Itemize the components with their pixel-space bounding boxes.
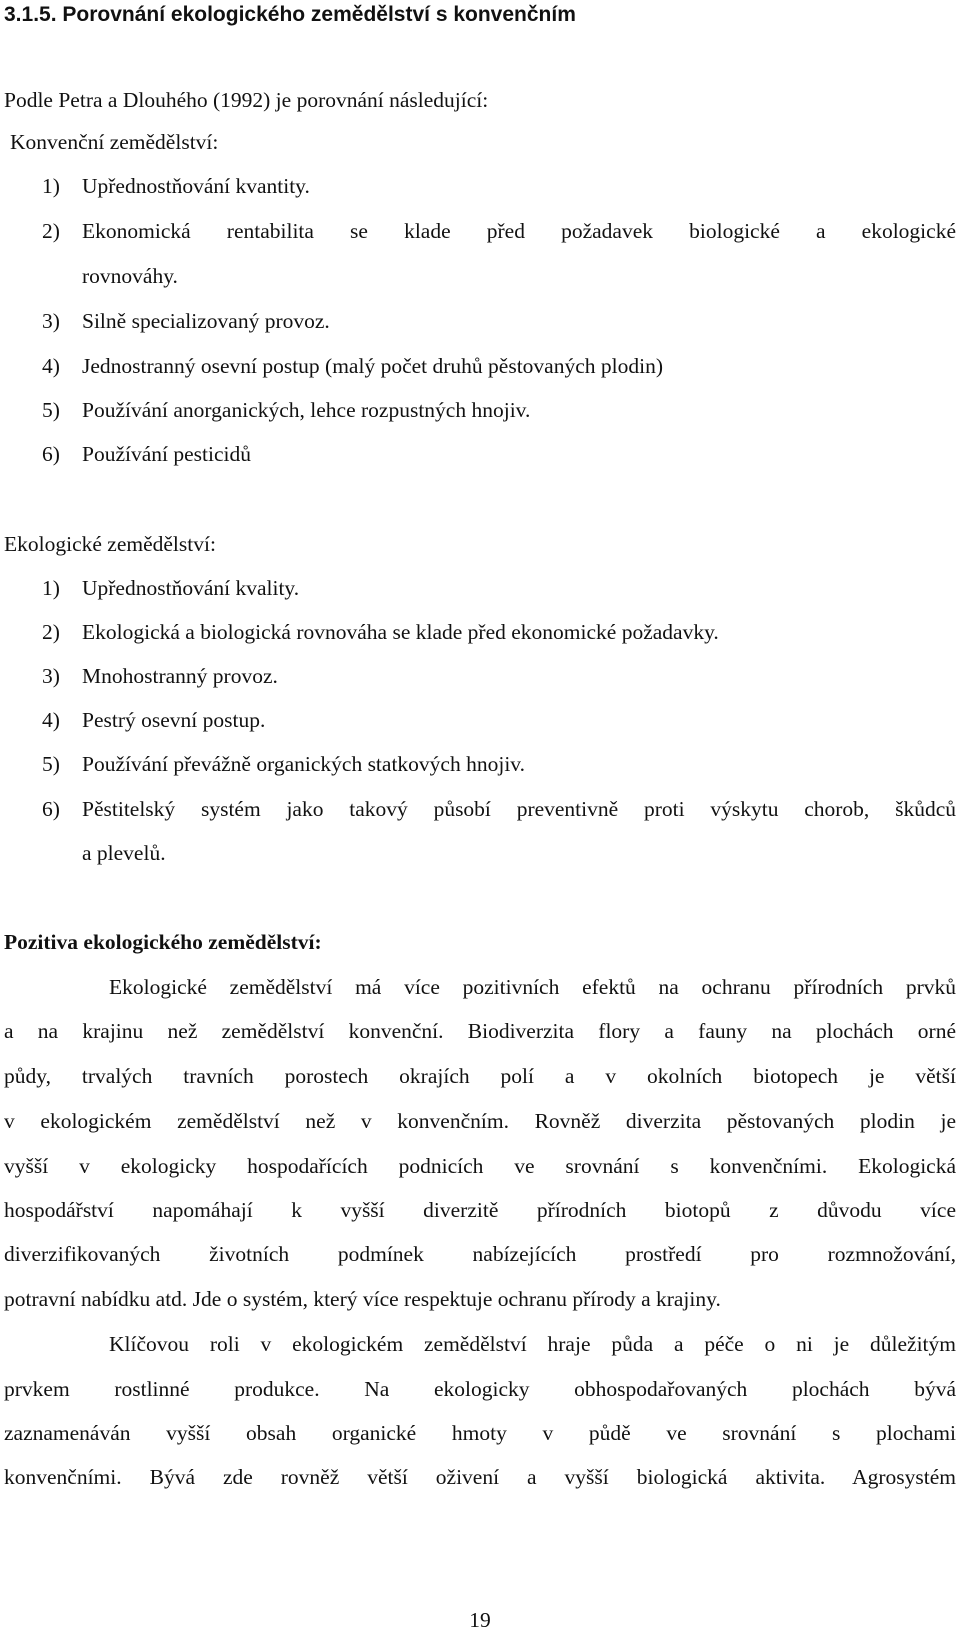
- list-number: 3): [42, 664, 60, 688]
- list-number: 2): [42, 620, 60, 644]
- list-number: 4): [42, 708, 60, 732]
- list-number: 1): [42, 174, 60, 198]
- conventional-item-1: [42, 176, 310, 198]
- ecological-item-2: [42, 622, 719, 644]
- list-text: Upřednostňování kvality.: [82, 576, 300, 600]
- positives-title: Pozitiva ekologického zemědělství:: [4, 930, 322, 954]
- list-number: 5): [42, 398, 60, 422]
- paragraph-line: hospodářství napomáhají k vyšší diverzitě přírodních biotopů z důvodu více: [4, 1198, 956, 1222]
- paragraph-line: vyšší v ekologicky hospodařících podnicích ve srovnání s konvenčními. Ekologická: [4, 1154, 956, 1178]
- list-text: Pestrý osevní postup.: [82, 708, 266, 732]
- list-number: 2): [42, 219, 60, 243]
- paragraph-line: Klíčovou roli v ekologickém zemědělství hraje půda a péče o ni je důležitým: [109, 1332, 956, 1356]
- list-number: 6): [42, 442, 60, 466]
- conventional-item-2-continuation: rovnováhy.: [82, 264, 178, 288]
- paragraph-line: zaznamenáván vyšší obsah organické hmoty v půdě ve srovnání s plochami: [4, 1421, 956, 1445]
- ecological-item-3: [42, 666, 278, 688]
- paragraph-line: v ekologickém zemědělství než v konvenčním. Rovněž diverzita pěstovaných plodin je: [4, 1109, 956, 1133]
- paragraph-line: půdy, trvalých travních porostech okrajích polí a v okolních biotopech je větší: [4, 1064, 956, 1088]
- list-text: Používání převážně organických statkových hnojiv.: [82, 752, 526, 776]
- page-number: 19: [469, 1608, 491, 1632]
- conventional-item-5: [42, 400, 530, 422]
- paragraph-line: Ekologické zemědělství má více pozitivních efektů na ochranu přírodních prvků: [109, 975, 956, 999]
- ecological-item-6-continuation: a plevelů.: [82, 841, 166, 865]
- list-text: Ekologická a biologická rovnováha se klade před ekonomické požadavky.: [82, 620, 719, 644]
- ecological-item-1: [42, 578, 299, 600]
- ecological-title: Ekologické zemědělství:: [4, 532, 216, 556]
- paragraph-line: a na krajinu než zemědělství konvenční. Biodiverzita flory a fauny na plochách orné: [4, 1019, 956, 1043]
- ecological-item-5: [42, 754, 525, 776]
- list-text: Jednostranný osevní postup (malý počet druhů pěstovaných plodin): [82, 354, 663, 378]
- list-text: Používání anorganických, lehce rozpustných hnojiv.: [82, 398, 531, 422]
- list-number: 6): [42, 797, 60, 821]
- list-number: 5): [42, 752, 60, 776]
- paragraph-line: diverzifikovaných životních podmínek nabízejících prostředí pro rozmnožování,: [4, 1242, 956, 1266]
- list-number: 4): [42, 354, 60, 378]
- list-number: 1): [42, 576, 60, 600]
- paragraph-line: potravní nabídku atd. Jde o systém, který více respektuje ochranu přírody a krajiny.: [4, 1287, 721, 1311]
- intro-text: Podle Petra a Dlouhého (1992) je porovnání následující:: [4, 88, 489, 112]
- list-text: Ekonomická rentabilita se klade před požadavek biologické a ekologické: [82, 219, 956, 243]
- list-text: Pěstitelský systém jako takový působí preventivně proti výskytu chorob, škůdců: [82, 797, 956, 821]
- ecological-item-4: [42, 710, 265, 732]
- conventional-item-3: [42, 311, 330, 333]
- ecological-item-6: [42, 799, 956, 821]
- conventional-item-6: [42, 444, 251, 466]
- list-text: Silně specializovaný provoz.: [82, 309, 330, 333]
- paragraph-line: prvkem rostlinné produkce. Na ekologicky obhospodařovaných plochách bývá: [4, 1377, 956, 1401]
- list-text: Upřednostňování kvantity.: [82, 174, 310, 198]
- conventional-item-2: [42, 221, 956, 243]
- list-number: 3): [42, 309, 60, 333]
- list-text: Mnohostranný provoz.: [82, 664, 278, 688]
- section-heading: 3.1.5. Porovnání ekologického zemědělství s konvenčním: [4, 3, 576, 26]
- conventional-item-4: [42, 356, 663, 378]
- list-text: Používání pesticidů: [82, 442, 251, 466]
- conventional-title: Konvenční zemědělství:: [10, 130, 219, 154]
- paragraph-line: konvenčními. Bývá zde rovněž větší oživení a vyšší biologická aktivita. Agrosystém: [4, 1465, 956, 1489]
